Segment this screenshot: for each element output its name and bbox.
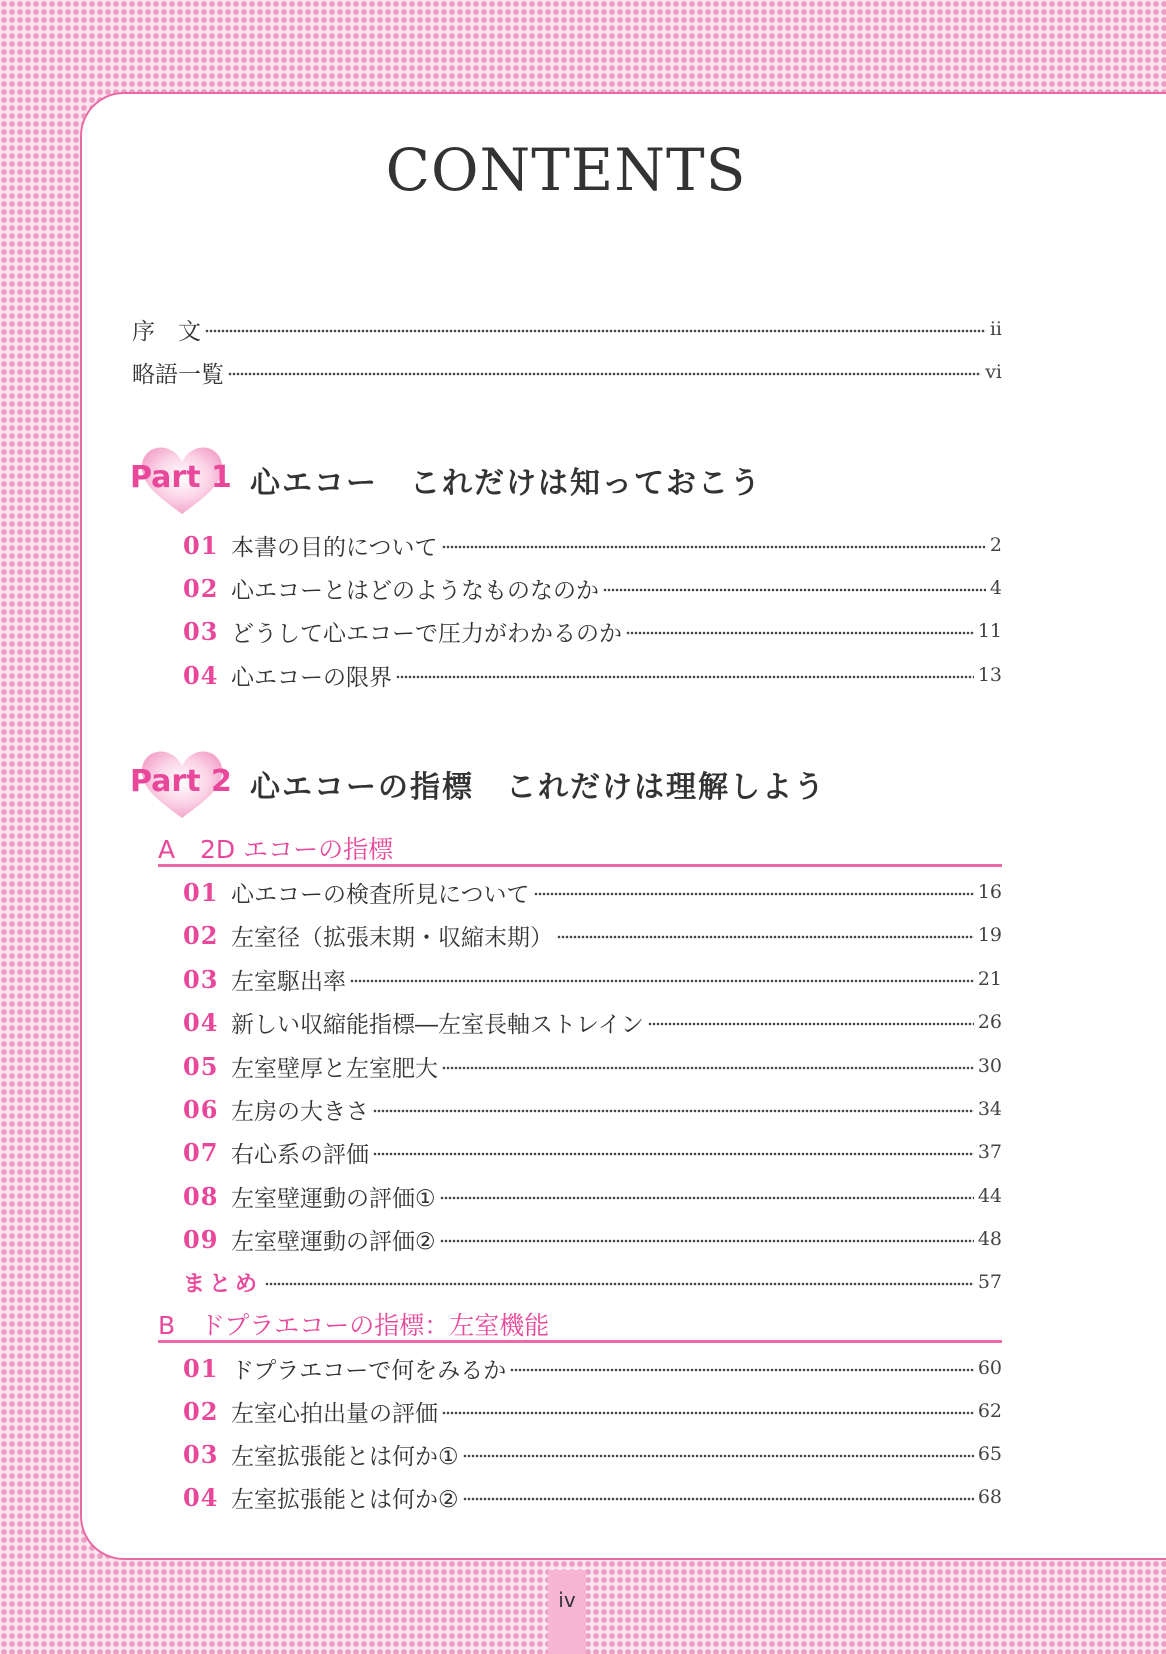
toc-entry[interactable]	[183, 1482, 1002, 1512]
entry-number: 09	[183, 1224, 219, 1254]
section-heading-b	[158, 1306, 1002, 1343]
toc-entry[interactable]	[183, 530, 1002, 560]
leader-dots	[205, 329, 986, 333]
entry-label: 左室径（拡張末期・収縮末期）	[231, 924, 553, 951]
entry-label: 心エコーの検査所見について	[231, 881, 530, 908]
entry-number: 04	[183, 660, 219, 690]
entry-page: 37	[977, 1141, 1002, 1163]
entry-label: ドプラエコーで何をみるか	[231, 1357, 507, 1384]
toc-entry[interactable]	[183, 1396, 1002, 1426]
entry-label: 左室拡張能とは何か①	[231, 1443, 459, 1470]
entry-page: 65	[977, 1443, 1002, 1465]
entry-number: 08	[183, 1181, 219, 1211]
leader-dots	[373, 1152, 974, 1156]
part-title: 心エコー これだけは知っておこう	[250, 466, 762, 501]
leader-dots	[373, 1109, 974, 1113]
leader-dots	[440, 1239, 974, 1243]
leader-dots	[510, 1368, 974, 1372]
leader-dots	[463, 1497, 974, 1501]
toc-entry[interactable]	[183, 1353, 1002, 1383]
entry-number: 01	[183, 877, 219, 907]
entry-number: 03	[183, 1439, 219, 1469]
toc-entry-preface[interactable]	[132, 314, 1002, 344]
toc-entry[interactable]	[183, 920, 1002, 950]
entry-label: 右心系の評価	[231, 1141, 369, 1168]
toc-entry-summary[interactable]	[183, 1267, 1002, 1297]
entry-label: 略語一覧	[132, 361, 224, 388]
entry-label: 左室壁運動の評価②	[231, 1228, 436, 1255]
entry-page: 48	[977, 1228, 1002, 1250]
entry-page: 21	[977, 968, 1002, 990]
entry-page: 26	[977, 1011, 1002, 1033]
part-title: 心エコーの指標 これだけは理解しよう	[250, 770, 826, 805]
entry-label: 左室壁厚と左室肥大	[231, 1055, 438, 1082]
leader-dots	[440, 1196, 974, 1200]
toc-entry[interactable]	[183, 1094, 1002, 1124]
entry-number: 02	[183, 1396, 219, 1426]
entry-page: 44	[977, 1185, 1002, 1207]
toc-entry[interactable]	[183, 1007, 1002, 1037]
entry-number: 02	[183, 920, 219, 950]
entry-label: 左室壁運動の評価①	[231, 1185, 436, 1212]
leader-dots	[442, 545, 986, 549]
entry-label: 新しい収縮能指標―左室長軸ストレイン	[231, 1011, 644, 1038]
toc-entry[interactable]	[183, 1181, 1002, 1211]
entry-page: vi	[985, 361, 1002, 383]
entry-label: 心エコーの限界	[231, 664, 392, 691]
section-title: 2D エコーの指標	[200, 835, 394, 864]
entry-page: 30	[977, 1055, 1002, 1077]
entry-number: 04	[183, 1007, 219, 1037]
entry-number: 02	[183, 573, 219, 603]
entry-label: どうして心エコーで圧力がわかるのか	[231, 620, 622, 647]
entry-number: 05	[183, 1051, 219, 1081]
entry-page: 2	[989, 534, 1002, 556]
entry-page: 60	[977, 1357, 1002, 1379]
section-letter: B	[158, 1311, 176, 1340]
entry-label: 心エコーとはどのようなものなのか	[231, 577, 599, 604]
part-label: Part 1	[130, 460, 232, 495]
entry-page: 68	[977, 1486, 1002, 1508]
page-title: CONTENTS	[385, 136, 747, 204]
section-heading-a	[158, 830, 1002, 867]
toc-entry[interactable]	[183, 1224, 1002, 1254]
entry-number: 07	[183, 1137, 219, 1167]
leader-dots	[265, 1282, 974, 1286]
leader-dots	[396, 675, 974, 679]
leader-dots	[442, 1066, 974, 1070]
entry-page: 11	[977, 620, 1002, 642]
leader-dots	[228, 372, 981, 376]
entry-label: 左室拡張能とは何か②	[231, 1486, 459, 1513]
page-number-tab	[548, 1570, 586, 1654]
entry-label: 左室心拍出量の評価	[231, 1400, 438, 1427]
entry-number: 04	[183, 1482, 219, 1512]
toc-entry[interactable]	[183, 616, 1002, 646]
entry-number: 06	[183, 1094, 219, 1124]
entry-label: 左房の大きさ	[231, 1098, 369, 1125]
entry-number: 01	[183, 530, 219, 560]
entry-number: 01	[183, 1353, 219, 1383]
entry-page: 19	[977, 924, 1002, 946]
entry-label: 序 文	[132, 318, 201, 345]
toc-entry[interactable]	[183, 1439, 1002, 1469]
leader-dots	[603, 588, 986, 592]
toc-entry[interactable]	[183, 877, 1002, 907]
toc-entry-abbreviations[interactable]	[132, 357, 1002, 387]
section-letter: A	[158, 835, 176, 864]
toc-entry[interactable]	[183, 660, 1002, 690]
entry-label: 左室駆出率	[231, 968, 346, 995]
entry-page: 34	[977, 1098, 1002, 1120]
leader-dots	[463, 1454, 974, 1458]
section-title: ドプラエコーの指標：左室機能	[200, 1311, 550, 1340]
entry-label: 本書の目的について	[231, 534, 438, 561]
entry-number: 03	[183, 616, 219, 646]
entry-page: 57	[977, 1271, 1002, 1293]
entry-page: ii	[989, 318, 1002, 340]
toc-entry[interactable]	[183, 573, 1002, 603]
entry-label: まとめ	[183, 1271, 262, 1297]
entry-page: 16	[977, 881, 1002, 903]
toc-entry[interactable]	[183, 1137, 1002, 1167]
leader-dots	[557, 935, 974, 939]
leader-dots	[626, 631, 974, 635]
toc-entry[interactable]	[183, 964, 1002, 994]
toc-entry[interactable]	[183, 1051, 1002, 1081]
entry-page: 62	[977, 1400, 1002, 1422]
entry-number: 03	[183, 964, 219, 994]
part-label: Part 2	[130, 764, 232, 799]
entry-page: 4	[989, 577, 1002, 599]
page-number: iv	[558, 1588, 576, 1612]
leader-dots	[442, 1411, 974, 1415]
entry-page: 13	[977, 664, 1002, 686]
leader-dots	[648, 1022, 974, 1026]
leader-dots	[534, 892, 974, 896]
leader-dots	[350, 979, 974, 983]
